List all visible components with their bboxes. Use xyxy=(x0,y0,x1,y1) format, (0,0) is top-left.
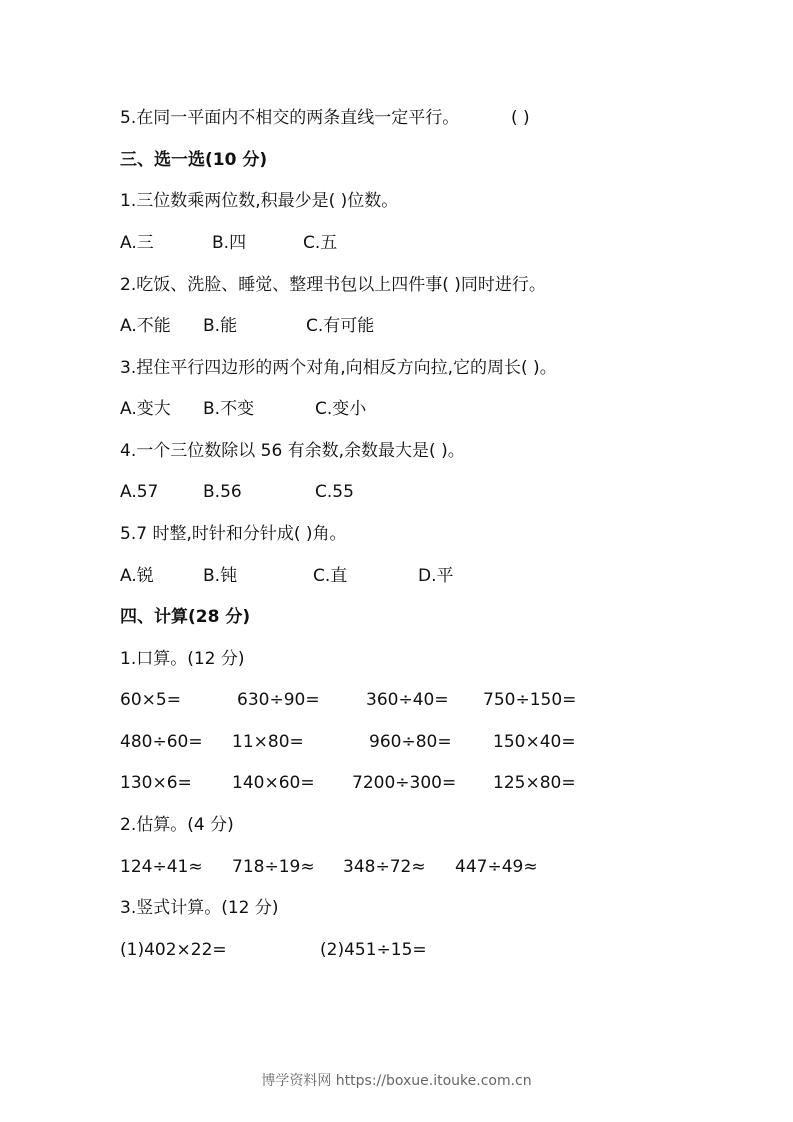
option-c: C.有可能 xyxy=(306,316,375,336)
option-b: B.能 xyxy=(203,316,238,336)
option-c: C.变小 xyxy=(315,399,367,419)
option-a: A.三 xyxy=(120,233,154,253)
choice-question-3: 3.捏住平行四边形的两个对角,向相反方向拉,它的周长( )。 xyxy=(120,358,557,378)
choice-question-2: 2.吃饭、洗脸、睡觉、整理书包以上四件事( )同时进行。 xyxy=(120,275,546,295)
oral-calc-item: 480÷60= xyxy=(120,732,203,752)
estimate-item: 348÷72≈ xyxy=(343,857,426,877)
option-a: A.锐 xyxy=(120,566,154,586)
oral-calc-item: 150×40= xyxy=(493,732,576,752)
option-c: C.55 xyxy=(315,482,354,502)
vertical-calc-item: (2)451÷15= xyxy=(320,940,427,960)
option-a: A.57 xyxy=(120,482,159,502)
oral-calc-item: 630÷90= xyxy=(237,690,320,710)
option-c: C.五 xyxy=(303,233,338,253)
choice-question-1: 1.三位数乘两位数,积最少是( )位数。 xyxy=(120,191,399,211)
estimate-item: 447÷49≈ xyxy=(455,857,538,877)
option-b: B.四 xyxy=(212,233,247,253)
vertical-calc-title: 3.竖式计算。(12 分) xyxy=(120,898,279,918)
oral-calc-item: 11×80= xyxy=(232,732,304,752)
option-d: D.平 xyxy=(418,566,454,586)
estimate-item: 124÷41≈ xyxy=(120,857,203,877)
oral-calc-title: 1.口算。(12 分) xyxy=(120,649,245,669)
option-a: A.变大 xyxy=(120,399,171,419)
estimate-title: 2.估算。(4 分) xyxy=(120,815,234,835)
estimate-item: 718÷19≈ xyxy=(232,857,315,877)
oral-calc-item: 140×60= xyxy=(232,773,315,793)
option-a: A.不能 xyxy=(120,316,171,336)
option-b: B.钝 xyxy=(203,566,238,586)
oral-calc-item: 125×80= xyxy=(493,773,576,793)
oral-calc-item: 130×6= xyxy=(120,773,192,793)
oral-calc-item: 360÷40= xyxy=(366,690,449,710)
oral-calc-item: 750÷150= xyxy=(483,690,577,710)
option-b: B.56 xyxy=(203,482,242,502)
vertical-calc-item: (1)402×22= xyxy=(120,940,227,960)
judgement-question-5: 5.在同一平面内不相交的两条直线一定平行。 xyxy=(120,108,460,128)
oral-calc-item: 960÷80= xyxy=(369,732,452,752)
choice-question-5: 5.7 时整,时针和分针成( )角。 xyxy=(120,524,347,544)
section-title-choice: 三、选一选(10 分) xyxy=(120,150,268,170)
answer-paren: ( ) xyxy=(511,108,530,128)
option-c: C.直 xyxy=(313,566,348,586)
option-b: B.不变 xyxy=(203,399,255,419)
oral-calc-item: 60×5= xyxy=(120,690,181,710)
choice-question-4: 4.一个三位数除以 56 有余数,余数最大是( )。 xyxy=(120,441,465,461)
footer-watermark: 博学资料网 https://boxue.itouke.com.cn xyxy=(261,1073,532,1089)
section-title-calculation: 四、计算(28 分) xyxy=(120,607,251,627)
oral-calc-item: 7200÷300= xyxy=(352,773,457,793)
